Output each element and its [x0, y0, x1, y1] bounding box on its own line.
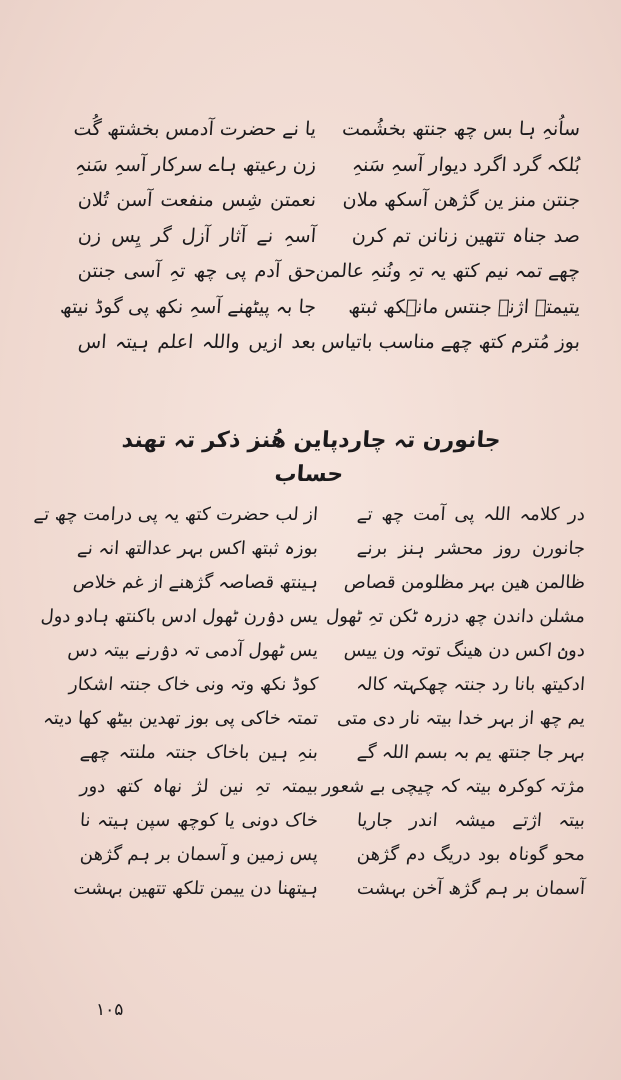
verse-line: جا بہ پیٹھنے آسہِ نکھ پی گوڈ نیتھ — [59, 295, 317, 318]
verse-line: ظالمن ھین بہر مظلومن قصاص — [343, 572, 586, 593]
top-left-column — [59, 112, 317, 361]
verse-line: زن رعیتھ ہاے سرکار آسہِ سَنہِ — [74, 153, 317, 176]
verse-line: پس زمین و آسمان بر ہم گژھن — [79, 844, 319, 865]
bottom-left-column — [33, 498, 319, 906]
bottom-right-column — [321, 498, 586, 906]
verse-line: صد جناہ تتھین زنانن تم کرن — [351, 224, 581, 247]
verse-line: ادکیتھ بانا رد جنتہ چھکہتہ کالہ — [355, 674, 586, 695]
verse-line: بوزہ ثبتھ اکس بہر عدالتھ انہ نے — [76, 538, 319, 559]
verse-line: یس ٹھول آدمی تہ دوٛرنے بیتہ دس — [66, 640, 319, 661]
verse-line: از لب حضرت کتھ یہ پی درامت چھ تے — [33, 504, 319, 525]
verse-line: کوڈ نکھ وتہ ونی خاک جنتہ اشکار — [68, 674, 319, 695]
verse-line: حق آدم پی چھ تہِ آسی جنتن — [77, 260, 317, 282]
verse-line: محو گوناہ بود دریگ دم گژھن — [356, 844, 586, 865]
section-heading: جانورن تہ چاردپاین ھُنز ذکر تہ تھند حساب — [121, 428, 502, 487]
verse-line: بنہِ ہین باخاک جنتہ ملنتہ چھے — [79, 742, 319, 763]
verse-line: جانورن روز محشر ہنز برنے — [356, 538, 586, 559]
verse-line: یم چھ از بہر خدا بیتہ نار دی متی — [336, 708, 586, 729]
verse-line: بہر جا جنتھ یم بہ بسم اللہ گے — [356, 742, 586, 763]
verse-line: ہینتھ قصاصہ گژھنے از غم خلاص — [72, 572, 319, 593]
verse-line: چھے تمہ نیم کتھ یہ تہِ ونُنہِ عالمن — [314, 260, 581, 282]
top-right-column — [314, 112, 581, 361]
verse-line: یا نے حضرت آدمس بخشتھ گُت — [72, 118, 317, 140]
verse-line: مشلن داندن چھ دزرہ ٹکن تہِ ٹھول — [325, 606, 586, 627]
verse-line: بیتہ اژتے میشہ اندر جاریا — [356, 810, 586, 831]
verse-line: مژتہ کوکرہ بیتہ کہ چیچی بے شعور — [321, 776, 586, 797]
verse-line: ہیتھنا دن ییمن تلکھ تتھین بہشت — [72, 878, 319, 899]
verse-line: یتیمتہ اژنے جنتس مانٛکھ ثبتھ — [347, 295, 581, 318]
verse-line: دونٛ اکس دن ھینگ توتہ ون ییس — [343, 640, 586, 661]
verse-line: بُلکہ گرد اگرد دیوار آسہِ سَنہِ — [351, 153, 581, 176]
verse-line: ساُنہِ ہا بس چھ جنتھ بخشُمت — [341, 118, 581, 140]
verse-line: آسہِ نے آثار آزل گر یِس زن — [77, 224, 317, 247]
verse-line: بعد ازیں واللہ اعلم ہیتہ اس — [77, 331, 317, 353]
verse-line: یس دوٛرن ٹھول ادس باکنتھ ہادو دول — [40, 606, 319, 627]
verse-line: تمتہ خاکی پی بوز تھدین بیٹھ کھا دیتہ — [42, 708, 319, 729]
verse-line: در کلامہ اللہ پی آمت چھ تے — [356, 504, 586, 525]
verse-line: نعمتن شِس منفعت آسن تُلان — [77, 189, 317, 211]
verse-line: خاک دونی یا کوچھ سپن ہیتہ نا — [79, 810, 319, 831]
page-number: ۱۰۵ — [96, 1000, 124, 1020]
verse-line: جنتن منز ین گژھن آسکھ ملان — [342, 189, 581, 211]
verse-line: آسمان بر ہم گژھ آخن بہشت — [356, 878, 586, 899]
verse-line: بیمتہ تہِ نین لژ نھاہ کتھ دور — [79, 776, 319, 797]
verse-line: بوز مُترم کتھ چھے مناسب باتیاس — [320, 331, 581, 353]
